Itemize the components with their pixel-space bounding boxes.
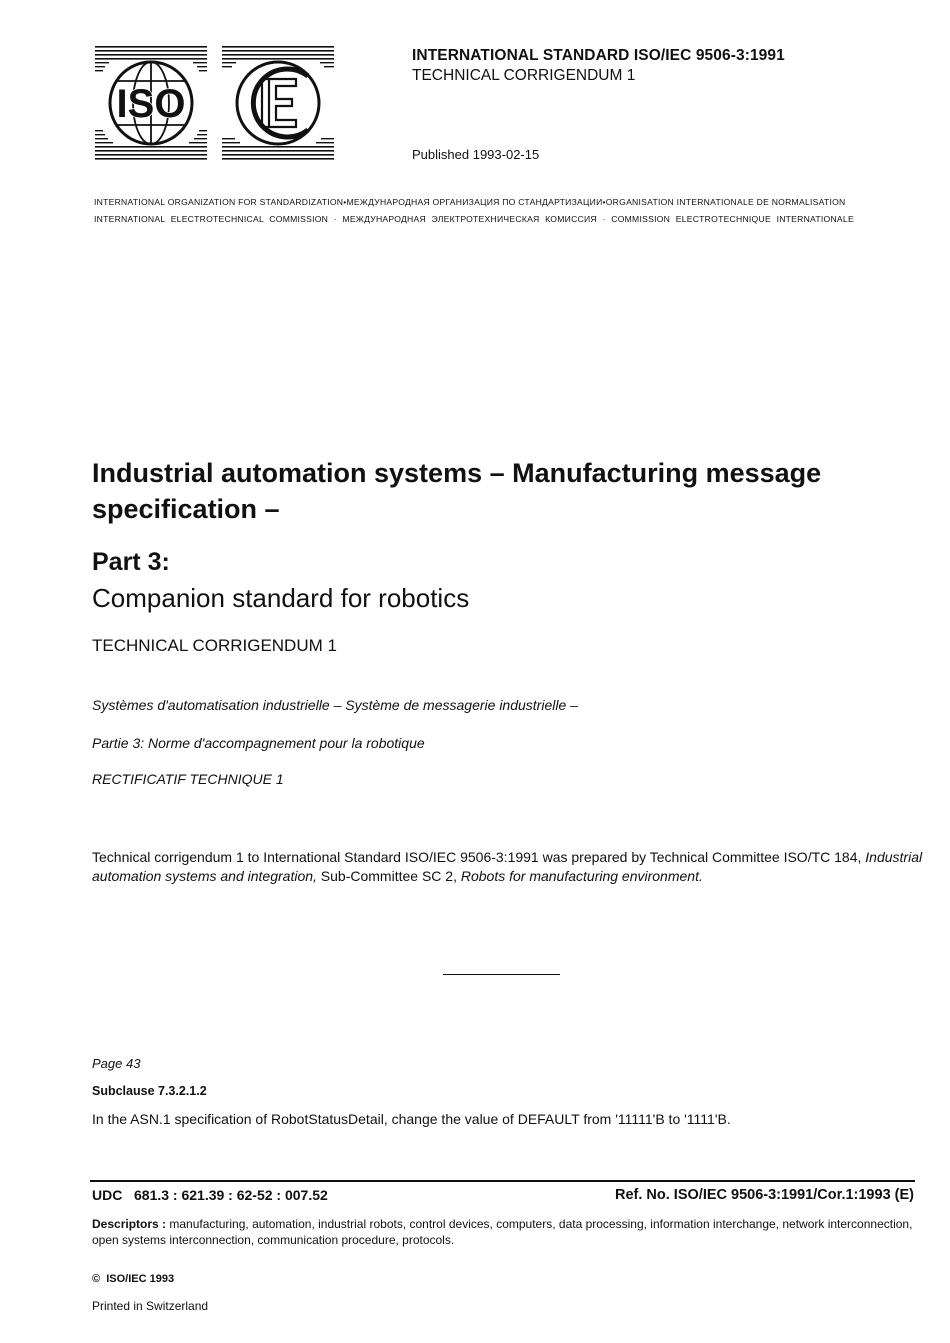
descriptors <box>92 1216 917 1248</box>
udc-code: UDC 681.3 : 621.39 : 62-52 : 007.52 <box>92 1187 328 1203</box>
committee-name: Industrial automation systems and integration, <box>92 849 923 884</box>
reference-number: Ref. No. ISO/IEC 9506-3:1991/Cor.1:1993 (E) <box>615 1187 914 1203</box>
descriptors-label: Descriptors : <box>92 1217 167 1231</box>
intro-text-1: Technical corrigendum 1 to International Standard ISO/IEC 9506-3:1991 was prepared by Technical Committee ISO/TC 184, <box>92 849 866 865</box>
published-date: Published 1993-02-15 <box>412 147 540 162</box>
intro-paragraph <box>92 848 932 886</box>
correction-text: In the ASN.1 specification of RobotStatusDetail, change the value of DEFAULT from '11111'B to '1111'B. <box>92 1111 731 1127</box>
iec-logo <box>222 46 334 160</box>
standard-number: INTERNATIONAL STANDARD ISO/IEC 9506-3:1991 <box>412 47 785 64</box>
section-divider <box>443 974 560 975</box>
descriptors-list: manufacturing, automation, industrial robots, control devices, computers, data processing, information interchange, network interconnection, open systems interconnection, communication procedure, protocols. <box>92 1217 913 1247</box>
part-label: Part 3: <box>92 548 170 576</box>
copyright: © ISO/IEC 1993 <box>92 1273 175 1285</box>
iso-logo <box>95 46 207 160</box>
title-corrigendum: TECHNICAL CORRIGENDUM 1 <box>92 636 337 655</box>
subclause-reference: Subclause 7.3.2.1.2 <box>92 1084 207 1098</box>
iso-organization-line: INTERNATIONAL ORGANIZATION FOR STANDARDIZATION•МЕЖДУНАРОДНАЯ ОРГАНИЗАЦИЯ ПО СТАНДАРТИЗАЦИИ•ORGANISATION INTERNATIONALE DE NORMALISATION <box>94 197 846 207</box>
footer-rule <box>90 1180 915 1182</box>
document-title: Industrial automation systems – Manufacturing message specification – <box>92 458 822 524</box>
printed-location: Printed in Switzerland <box>92 1299 209 1313</box>
iec-organization-line: INTERNATIONAL ELECTROTECHNICAL COMMISSION · МЕЖДУНАРОДНАЯ ЭЛЕКТРОТЕХНИЧЕСКАЯ КОМИССИЯ · COMMISSION ELECTROTECHNIQUE INTERNATIONALE <box>94 214 854 224</box>
header-corrigendum: TECHNICAL CORRIGENDUM 1 <box>412 67 636 84</box>
page-reference: Page 43 <box>92 1056 141 1071</box>
french-part: Partie 3: Norme d'accompagnement pour la robotique <box>92 735 425 751</box>
iec-logo-text: IEC <box>277 157 279 158</box>
french-corrigendum: RECTIFICATIF TECHNIQUE 1 <box>92 771 284 787</box>
subcommittee-name: Robots for manufacturing environment. <box>460 868 703 884</box>
iso-logo-text: ISO <box>116 82 186 126</box>
part-name: Companion standard for robotics <box>92 583 470 613</box>
french-title: Systèmes d'automatisation industrielle – Système de messagerie industrielle – <box>92 697 578 713</box>
intro-text-2: Sub-Committee SC 2, <box>316 868 461 884</box>
